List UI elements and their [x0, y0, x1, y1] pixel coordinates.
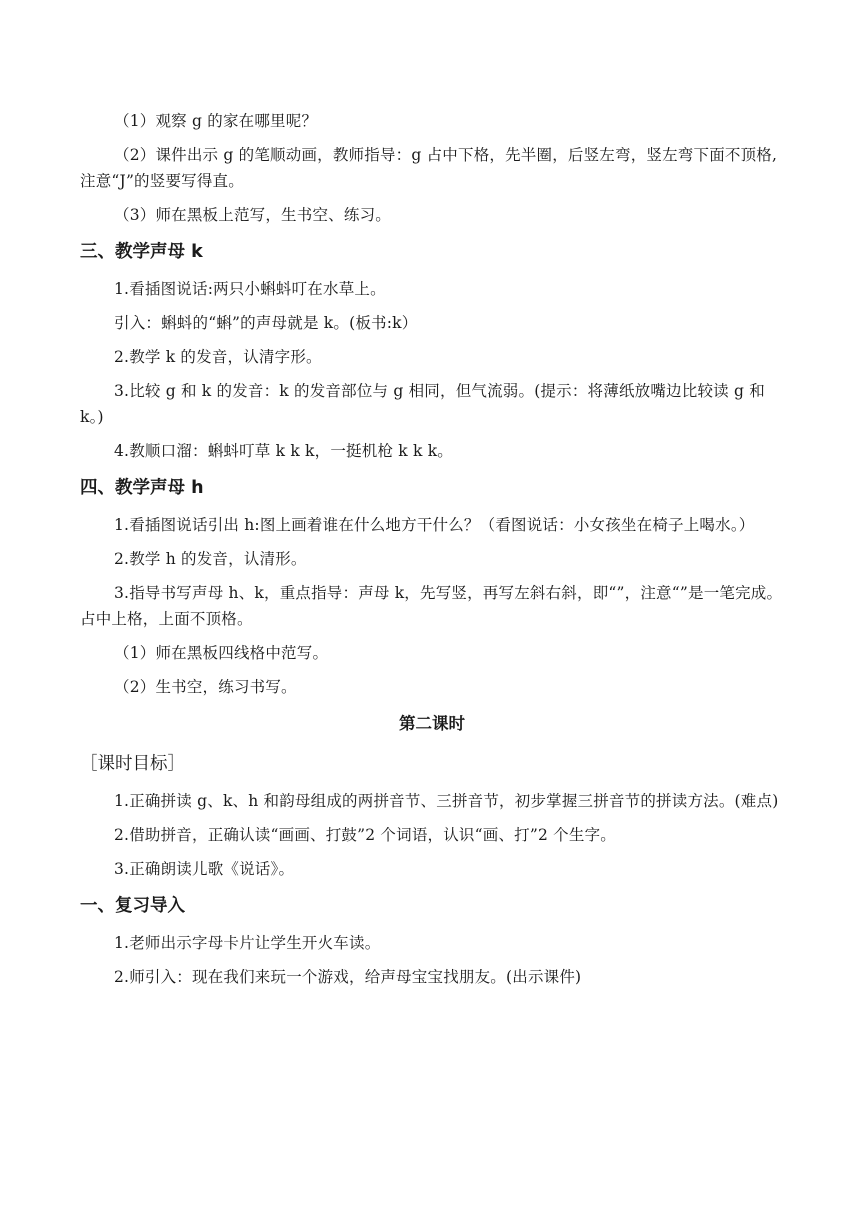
paragraph-h-picture: 1.看插图说话引出 h:图上画着谁在什么地方干什么？（看图说话：小女孩坐在椅子上喝水。） [114, 516, 755, 534]
paragraph-review-1: 1.老师出示字母卡片让学生开火车读。 [114, 934, 381, 952]
paragraph-k-intro: 引入：蝌蚪的“蝌”的声母就是 k。(板书:k） [114, 314, 418, 332]
paragraph-k-rhyme: 4.教顺口溜：蝌蚪叮草 k k k，一挺机枪 k k k。 [114, 442, 454, 460]
paragraph-g-practice: （3）师在黑板上范写，生书空、练习。 [114, 206, 391, 224]
paragraph-k-pronounce: 2.教学 k 的发音，认清字形。 [114, 348, 322, 366]
paragraph-goal-1: 1.正确拼读 g、k、h 和韵母组成的两拼音节、三拼音节，初步掌握三拼音节的拼读方法。(难点) [114, 792, 779, 810]
section-heading-h: 四、教学声母 h [80, 478, 204, 498]
section-heading-k: 三、教学声母 k [80, 242, 203, 262]
paragraph-h-writing: 3.指导书写声母 h、k，重点指导：声母 k，先写竖，再写左斜右斜，即“”，注意“”是一笔完成。占中上格，上面不顶格。 [80, 584, 783, 628]
paragraph-h-demo: （1）师在黑板四线格中范写。 [114, 644, 329, 662]
paragraph-goal-3: 3.正确朗读儿歌《说话》。 [114, 860, 295, 878]
paragraph-k-compare: 3.比较 g 和 k 的发音：k 的发音部位与 g 相同，但气流弱。(提示：将薄纸放嘴边比较读 g 和 k。) [80, 382, 765, 426]
lesson-two-title: 第二课时 [399, 714, 465, 733]
lesson-goals-heading: ［课时目标］ [80, 754, 185, 774]
paragraph-review-2: 2.师引入：现在我们来玩一个游戏，给声母宝宝找朋友。(出示课件) [114, 968, 582, 986]
paragraph-h-practice: （2）生书空，练习书写。 [114, 678, 297, 696]
paragraph-k-picture: 1.看插图说话:两只小蝌蚪叮在水草上。 [114, 280, 386, 298]
section-heading-review: 一、复习导入 [80, 896, 185, 916]
document-page [80, 104, 784, 994]
paragraph-goal-2: 2.借助拼音，正确认读“画画、打鼓”2 个词语，认识“画、打”2 个生字。 [114, 826, 616, 844]
paragraph-g-observe: （1）观察 g 的家在哪里呢？ [114, 112, 318, 130]
paragraph-h-pronounce: 2.教学 h 的发音，认清形。 [114, 550, 307, 568]
paragraph-g-animation: （2）课件出示 g 的笔顺动画，教师指导：g 占中下格，先半圈，后竖左弯，竖左弯下面不顶格,注意“J”的竖要写得直。 [80, 146, 778, 190]
